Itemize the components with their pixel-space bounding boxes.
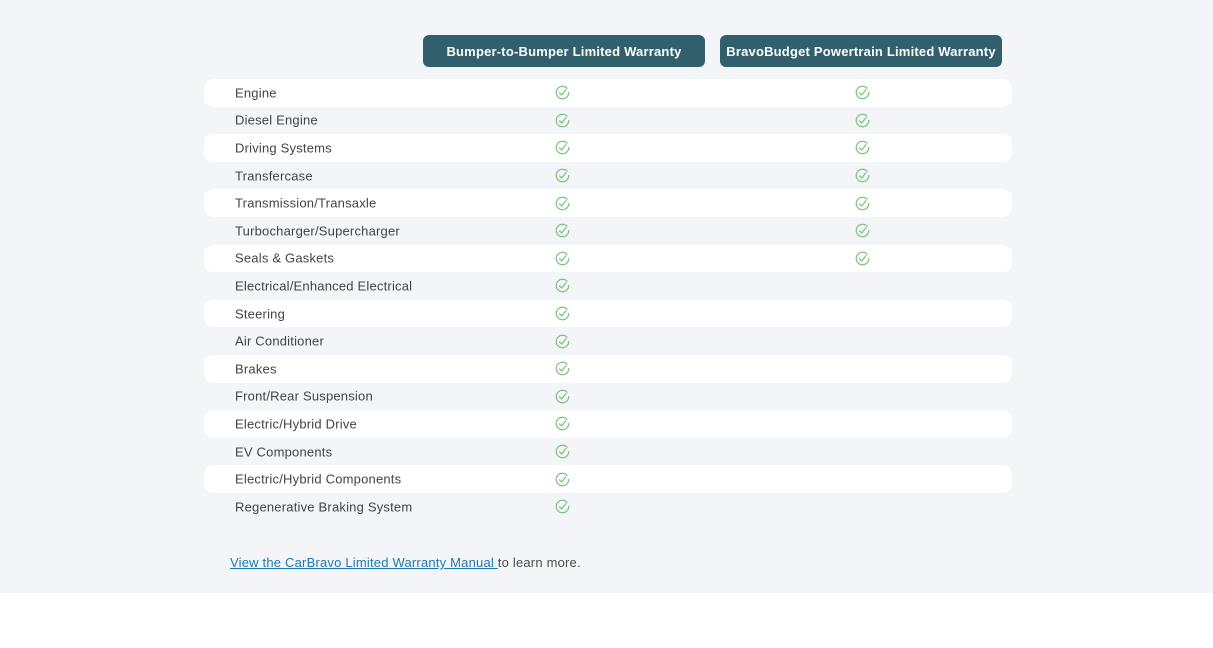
check-circle-icon	[555, 416, 570, 431]
coverage-table	[204, 79, 1012, 521]
warranty-manual-suffix: to learn more.	[497, 555, 581, 570]
powertrain-cell	[854, 168, 870, 184]
bumper-to-bumper-cell	[554, 416, 570, 432]
bumper-to-bumper-cell	[554, 140, 570, 156]
powertrain-cell	[854, 140, 870, 156]
component-label: Engine	[235, 85, 277, 101]
powertrain-cell	[854, 444, 870, 460]
bumper-to-bumper-cell	[554, 85, 570, 101]
powertrain-cell	[854, 306, 870, 322]
component-label: Regenerative Braking System	[235, 499, 413, 515]
table-row	[204, 272, 1012, 300]
component-label: Steering	[235, 306, 286, 322]
check-circle-icon	[855, 168, 870, 183]
bumper-to-bumper-cell	[554, 278, 570, 294]
table-row	[204, 134, 1012, 162]
powertrain-cell	[854, 333, 870, 349]
bumper-to-bumper-cell	[554, 361, 570, 377]
powertrain-cell	[854, 416, 870, 432]
powertrain-cell	[854, 388, 870, 404]
bumper-to-bumper-cell	[554, 195, 570, 211]
check-circle-icon	[555, 389, 570, 404]
check-circle-icon	[855, 140, 870, 155]
bumper-to-bumper-cell	[554, 223, 570, 239]
bumper-to-bumper-cell	[554, 471, 570, 487]
check-circle-icon	[555, 278, 570, 293]
table-row	[204, 245, 1012, 273]
check-circle-icon	[555, 140, 570, 155]
bumper-to-bumper-cell	[554, 250, 570, 266]
table-row	[204, 355, 1012, 383]
powertrain-cell	[854, 250, 870, 266]
check-circle-icon	[555, 306, 570, 321]
component-label: EV Components	[235, 444, 333, 460]
powertrain-cell	[854, 499, 870, 515]
powertrain-cell	[854, 112, 870, 128]
bumper-to-bumper-cell	[554, 444, 570, 460]
bumper-to-bumper-cell	[554, 499, 570, 515]
table-row	[204, 79, 1012, 107]
table-row	[204, 327, 1012, 355]
check-circle-icon	[855, 113, 870, 128]
check-circle-icon	[555, 361, 570, 376]
powertrain-cell	[854, 361, 870, 377]
powertrain-cell	[854, 471, 870, 487]
table-row	[204, 493, 1012, 521]
bumper-to-bumper-cell	[554, 333, 570, 349]
component-label: Transfercase	[235, 168, 313, 184]
table-row	[204, 107, 1012, 135]
bumper-to-bumper-cell	[554, 388, 570, 404]
table-row	[204, 410, 1012, 438]
check-circle-icon	[555, 196, 570, 211]
table-row	[204, 162, 1012, 190]
check-circle-icon	[555, 334, 570, 349]
warranty-manual-link[interactable]: View the CarBravo Limited Warranty Manual	[230, 555, 498, 570]
check-circle-icon	[555, 472, 570, 487]
check-circle-icon	[555, 444, 570, 459]
component-label: Driving Systems	[235, 140, 332, 156]
bumper-to-bumper-cell	[554, 112, 570, 128]
component-label: Front/Rear Suspension	[235, 388, 373, 404]
table-row	[204, 438, 1012, 466]
powertrain-cell	[854, 278, 870, 294]
check-circle-icon	[855, 223, 870, 238]
component-label: Electric/Hybrid Drive	[235, 416, 357, 432]
check-circle-icon	[555, 113, 570, 128]
check-circle-icon	[855, 196, 870, 211]
table-row	[204, 217, 1012, 245]
component-label: Electrical/Enhanced Electrical	[235, 278, 413, 294]
check-circle-icon	[855, 251, 870, 266]
check-circle-icon	[555, 223, 570, 238]
bumper-to-bumper-cell	[554, 306, 570, 322]
table-row	[204, 383, 1012, 411]
component-label: Air Conditioner	[235, 333, 324, 349]
powertrain-warranty-header-button[interactable]: BravoBudget Powertrain Limited Warranty	[720, 35, 1002, 67]
check-circle-icon	[555, 85, 570, 100]
table-row	[204, 300, 1012, 328]
component-label: Transmission/Transaxle	[235, 195, 377, 211]
powertrain-cell	[854, 223, 870, 239]
powertrain-cell	[854, 195, 870, 211]
component-label: Brakes	[235, 361, 277, 377]
component-label: Turbocharger/Supercharger	[235, 223, 400, 239]
check-circle-icon	[555, 499, 570, 514]
warranty-manual-line	[230, 555, 581, 570]
component-label: Electric/Hybrid Components	[235, 471, 402, 487]
component-label: Diesel Engine	[235, 112, 318, 128]
powertrain-cell	[854, 85, 870, 101]
check-circle-icon	[555, 168, 570, 183]
check-circle-icon	[555, 251, 570, 266]
bumper-to-bumper-cell	[554, 168, 570, 184]
table-row	[204, 189, 1012, 217]
check-circle-icon	[855, 85, 870, 100]
table-row	[204, 465, 1012, 493]
component-label: Seals & Gaskets	[235, 250, 335, 266]
bumper-to-bumper-warranty-header-button[interactable]: Bumper-to-Bumper Limited Warranty	[423, 35, 705, 67]
